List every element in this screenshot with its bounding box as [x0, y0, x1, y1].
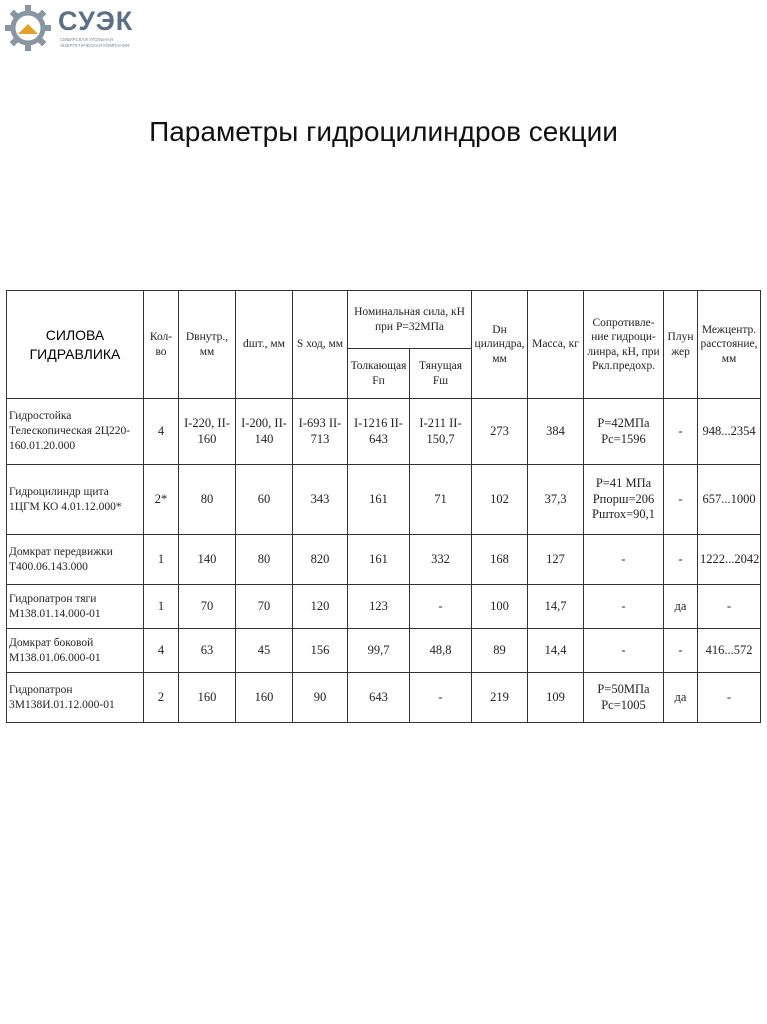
- cell-d-rod: 70: [236, 585, 293, 629]
- cell-d-rod: I-200, II-140: [236, 399, 293, 465]
- cell-mass: 14,4: [528, 629, 584, 673]
- cell-resistance: -: [584, 585, 664, 629]
- header-plunger: Плун жер: [664, 291, 698, 399]
- header-distance: Межцентр. расстояние, мм: [698, 291, 761, 399]
- header-resistance: Сопротивле-ние гидроци-линра, кН, при Ркл.предохр.: [584, 291, 664, 399]
- cell-d-outer: 273: [472, 399, 528, 465]
- cell-distance: -: [698, 673, 761, 723]
- cell-distance: 416...572: [698, 629, 761, 673]
- cell-stroke: 820: [293, 535, 348, 585]
- cell-push: 643: [348, 673, 410, 723]
- company-logo: [4, 4, 154, 54]
- cell-qty: 2*: [144, 465, 179, 535]
- cell-d-outer: 89: [472, 629, 528, 673]
- header-pull-force: Тянущая Fш: [410, 349, 472, 399]
- cell-pull: I-211 II-150,7: [410, 399, 472, 465]
- cell-resistance: Р=41 МПа Рпорш=206 Рштох=90,1: [584, 465, 664, 535]
- cell-push: 123: [348, 585, 410, 629]
- page-title: Параметры гидроцилиндров секции: [149, 116, 618, 147]
- table-row: [7, 399, 761, 465]
- table-row: [7, 535, 761, 585]
- cell-plunger: -: [664, 465, 698, 535]
- cell-plunger: да: [664, 585, 698, 629]
- cell-d-rod: 80: [236, 535, 293, 585]
- header-d-rod: dшт., мм: [236, 291, 293, 399]
- cell-pull: -: [410, 585, 472, 629]
- cell-d-inner: 160: [179, 673, 236, 723]
- cell-resistance: -: [584, 535, 664, 585]
- header-qty: Кол-во: [144, 291, 179, 399]
- cell-stroke: 120: [293, 585, 348, 629]
- cell-d-inner: 140: [179, 535, 236, 585]
- cell-pull: 48,8: [410, 629, 472, 673]
- table-row: [7, 673, 761, 723]
- gear-logo-icon: [4, 4, 52, 52]
- header-mass: Масса, кг: [528, 291, 584, 399]
- logo-name: СУЭК: [58, 6, 134, 36]
- cell-resistance: Р=50МПа Рс=1005: [584, 673, 664, 723]
- cell-mass: 384: [528, 399, 584, 465]
- cell-name: Гидростойка Телескопическая 2Ц220-160.01.20.000: [7, 399, 144, 465]
- cell-stroke: 90: [293, 673, 348, 723]
- cell-push: 99,7: [348, 629, 410, 673]
- cell-d-rod: 60: [236, 465, 293, 535]
- cell-resistance: -: [584, 629, 664, 673]
- cell-d-outer: 100: [472, 585, 528, 629]
- cell-qty: 2: [144, 673, 179, 723]
- cell-name: Домкрат боковой М138.01.06.000-01: [7, 629, 144, 673]
- parameters-table-wrap: [6, 290, 760, 723]
- cell-qty: 4: [144, 399, 179, 465]
- header-d-inner: Dвнутр., мм: [179, 291, 236, 399]
- cell-pull: 71: [410, 465, 472, 535]
- cell-d-rod: 45: [236, 629, 293, 673]
- cell-plunger: -: [664, 629, 698, 673]
- corner-label: СИЛОВА ГИДРАВЛИКА: [7, 291, 144, 399]
- cell-stroke: I-693 II-713: [293, 399, 348, 465]
- cell-push: 161: [348, 535, 410, 585]
- cell-distance: -: [698, 585, 761, 629]
- header-nominal-force: Номинальная сила, кН при Р=32МПа: [348, 291, 472, 349]
- cell-d-inner: 63: [179, 629, 236, 673]
- cell-d-inner: 70: [179, 585, 236, 629]
- cell-mass: 14,7: [528, 585, 584, 629]
- cell-d-inner: 80: [179, 465, 236, 535]
- cell-distance: 948...2354: [698, 399, 761, 465]
- cell-name: Домкрат передвижки Т400.06.143.000: [7, 535, 144, 585]
- cell-qty: 4: [144, 629, 179, 673]
- parameters-table: [6, 290, 761, 723]
- cell-mass: 37,3: [528, 465, 584, 535]
- cell-name: Гидропатрон тяги М138.01.14.000-01: [7, 585, 144, 629]
- cell-pull: 332: [410, 535, 472, 585]
- cell-mass: 127: [528, 535, 584, 585]
- cell-d-outer: 219: [472, 673, 528, 723]
- cell-resistance: Р=42МПа Рс=1596: [584, 399, 664, 465]
- cell-d-rod: 160: [236, 673, 293, 723]
- cell-distance: 1222...2042: [698, 535, 761, 585]
- cell-plunger: да: [664, 673, 698, 723]
- table-row: [7, 629, 761, 673]
- cell-name: Гидроцилиндр щита 1ЦГМ КО 4.01.12.000*: [7, 465, 144, 535]
- cell-mass: 109: [528, 673, 584, 723]
- cell-name: Гидропатрон 3М138И.01.12.000-01: [7, 673, 144, 723]
- cell-plunger: -: [664, 399, 698, 465]
- cell-d-outer: 102: [472, 465, 528, 535]
- cell-distance: 657...1000: [698, 465, 761, 535]
- cell-d-outer: 168: [472, 535, 528, 585]
- cell-push: I-1216 II-643: [348, 399, 410, 465]
- table-body: [7, 399, 761, 723]
- header-push-force: Толкающая Fп: [348, 349, 410, 399]
- logo-subtitle: СИБИРСКАЯ УГОЛЬНАЯ ЭНЕРГЕТИЧЕСКАЯ КОМПАНИЯ: [60, 37, 130, 48]
- header-d-outer: Dн цилиндра, мм: [472, 291, 528, 399]
- cell-pull: -: [410, 673, 472, 723]
- cell-d-inner: I-220, II-160: [179, 399, 236, 465]
- cell-stroke: 343: [293, 465, 348, 535]
- cell-push: 161: [348, 465, 410, 535]
- table-row: [7, 585, 761, 629]
- table-row: [7, 465, 761, 535]
- cell-qty: 1: [144, 535, 179, 585]
- header-stroke: S ход, мм: [293, 291, 348, 399]
- cell-plunger: -: [664, 535, 698, 585]
- cell-qty: 1: [144, 585, 179, 629]
- cell-stroke: 156: [293, 629, 348, 673]
